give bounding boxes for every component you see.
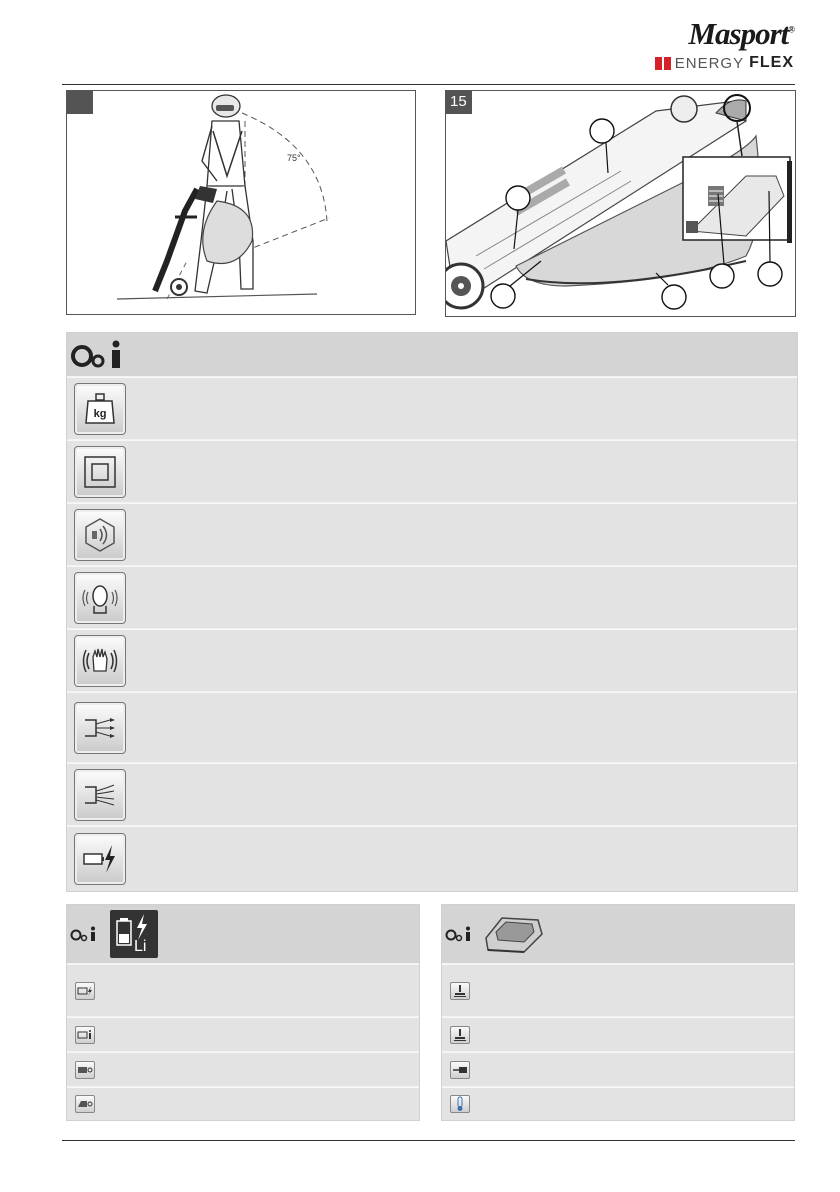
angle-label: 75° [287, 153, 301, 163]
spec-row-sound-power [67, 503, 797, 565]
settings-info-icon [445, 926, 475, 942]
header-divider [62, 84, 795, 85]
airflow-speed-icon [74, 702, 126, 754]
figure-number-15: 15 [446, 91, 472, 114]
operator-illustration [67, 91, 416, 315]
technical-data-header [67, 333, 797, 376]
battery-charger-icon [482, 910, 546, 958]
spec-row-vibration [67, 629, 797, 691]
brand-registered: ® [788, 24, 794, 35]
temperature-icon [450, 1095, 470, 1113]
charger-current-icon [450, 1061, 470, 1079]
charger-output-icon [450, 1026, 470, 1044]
brand-bars-icon [655, 57, 671, 70]
figure-collection-bag [445, 90, 796, 317]
sound-pressure-icon [74, 572, 126, 624]
charger-row-temperature [442, 1087, 794, 1120]
battery-row-energy [67, 1087, 419, 1120]
li-ion-battery-icon [110, 910, 158, 958]
spec-row-weight [67, 377, 797, 439]
weight-kg-label: kg [93, 407, 107, 420]
footer-divider [62, 1140, 795, 1141]
battery-capacity-icon [75, 1061, 95, 1079]
battery-data-header [67, 905, 419, 963]
protection-class-icon [74, 446, 126, 498]
airflow-volume-icon [74, 769, 126, 821]
brand-logo [655, 16, 794, 72]
charger-data-table [441, 904, 795, 1121]
charger-row-current [442, 1052, 794, 1086]
settings-info-icon [70, 926, 100, 942]
battery-row-capacity [67, 1052, 419, 1086]
settings-info-icon [70, 339, 130, 371]
charger-input-icon [450, 982, 470, 1000]
battery-row-info [67, 1017, 419, 1051]
battery-data-table [66, 904, 420, 1121]
spec-row-protection-class [67, 440, 797, 502]
spec-row-charge [67, 826, 797, 891]
battery-row-voltage [67, 964, 419, 1016]
weight-kg-icon [74, 383, 126, 435]
battery-charge-icon [74, 833, 126, 885]
spec-row-air-speed [67, 692, 797, 762]
sound-power-icon [74, 509, 126, 561]
battery-info-icon [75, 1026, 95, 1044]
battery-energy-icon [75, 1095, 95, 1113]
spec-row-sound-pressure [67, 566, 797, 628]
battery-voltage-icon [75, 982, 95, 1000]
charger-row-output [442, 1017, 794, 1051]
technical-data-table [66, 332, 798, 892]
figure-operating-posture [66, 90, 416, 315]
brand-energy-label: ENERGY [674, 54, 745, 72]
vibration-hand-icon [74, 635, 126, 687]
charger-row-input [442, 964, 794, 1016]
brand-flex-label: FLEX [749, 54, 794, 71]
bag-illustration [446, 91, 796, 317]
spec-row-air-volume [67, 763, 797, 825]
charger-data-header [442, 905, 794, 963]
figure-number [67, 91, 93, 114]
brand-name: Masport [688, 16, 789, 51]
li-label: Li [134, 938, 147, 955]
